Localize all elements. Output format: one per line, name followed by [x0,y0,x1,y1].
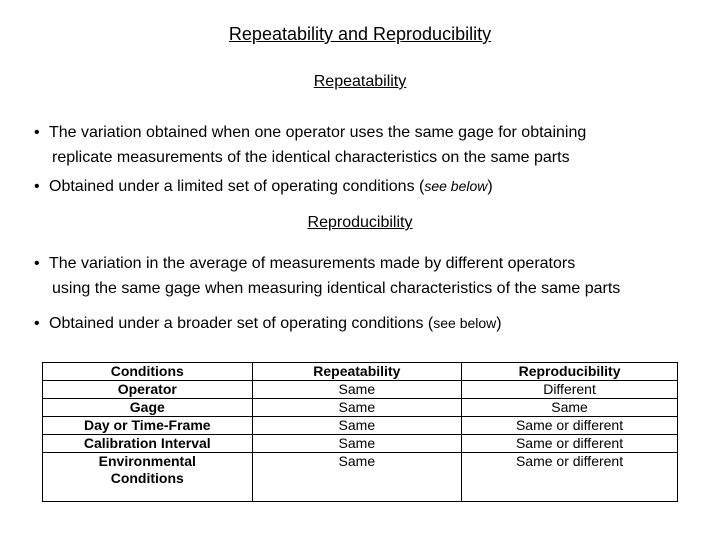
section-heading-repeatability: Repeatability [313,73,407,90]
row-label: Environmental Conditions [43,453,253,502]
bullet-icon: • [34,178,40,195]
bullet-reproducibility-definition: • The variation in the average of measurements made by different operators using the same gage when measuring identical characteristics of the same parts [34,251,704,301]
table-row [43,399,678,417]
cell-value: Different [462,381,678,399]
column-header-reproducibility: Reproducibility [462,363,678,381]
cell-value: Same [252,453,462,502]
cell-value: Same or different [462,435,678,453]
bullet-icon: • [34,255,40,272]
table-row [43,453,678,502]
bullet-repeatability-conditions: • Obtained under a limited set of operating conditions (see below) [34,174,704,199]
row-label: Gage [43,399,253,417]
column-header-repeatability: Repeatability [252,363,462,381]
cell-value: Same [252,381,462,399]
cell-value: Same or different [462,453,678,502]
conditions-table [42,362,678,502]
cell-value: Same [252,435,462,453]
cell-value: Same [252,399,462,417]
row-label: Calibration Interval [43,435,253,453]
bullet-reproducibility-conditions: • Obtained under a broader set of operating conditions (see below) [34,311,704,336]
cell-value: Same [252,417,462,435]
page-title: Repeatability and Reproducibility [228,24,492,44]
column-header-conditions: Conditions [43,363,253,381]
row-label: Day or Time-Frame [43,417,253,435]
table-row [43,381,678,399]
bullet-icon: • [34,315,40,332]
bullet-repeatability-definition: • The variation obtained when one operator uses the same gage for obtaining replicate measurements of the identical characteristics on the same parts [34,120,704,170]
section-heading-reproducibility: Reproducibility [307,214,413,231]
row-label: Operator [43,381,253,399]
table-row [43,435,678,453]
table-row [43,417,678,435]
cell-value: Same or different [462,417,678,435]
cell-value: Same [462,399,678,417]
bullet-icon: • [34,124,40,141]
table-header-row [43,363,678,381]
